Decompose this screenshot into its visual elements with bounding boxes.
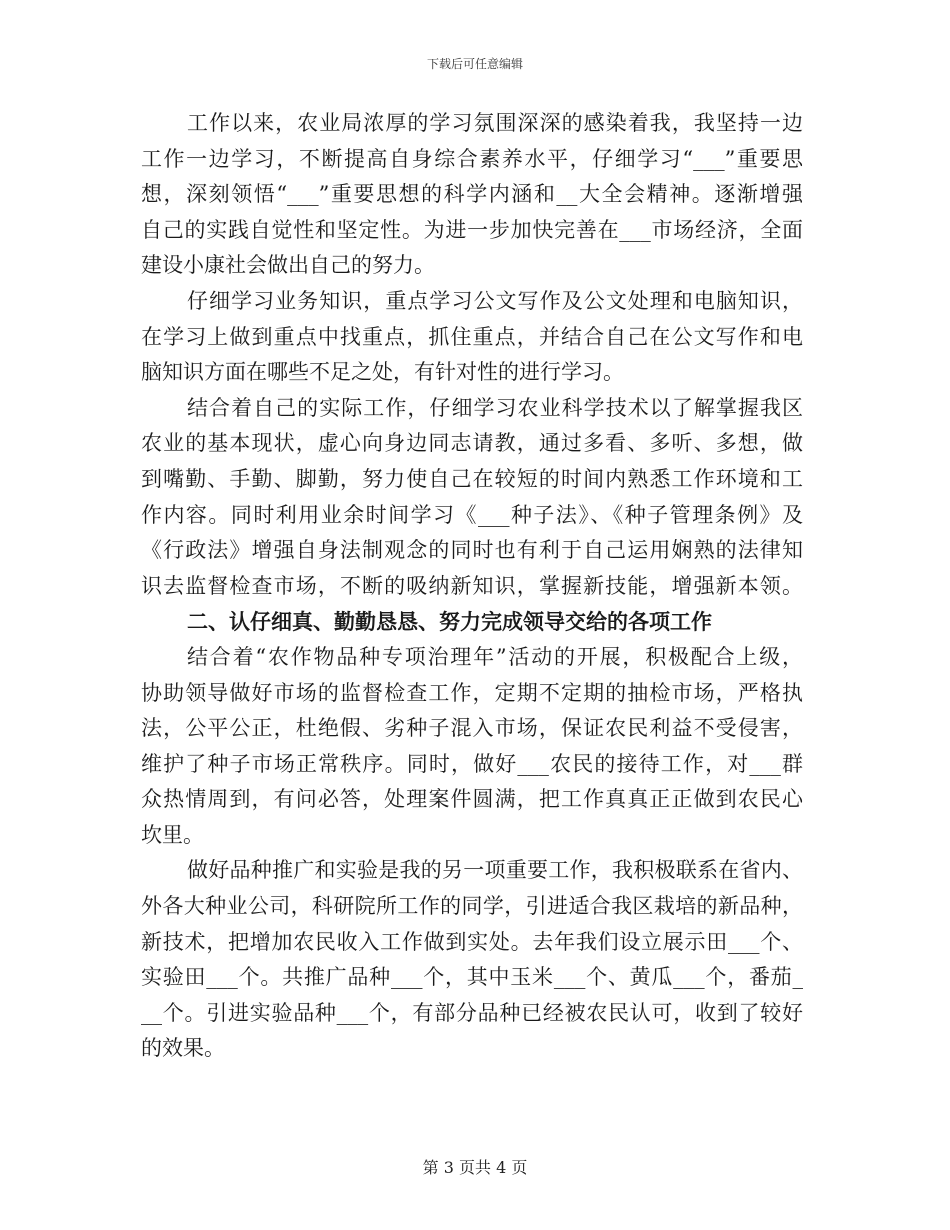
text-line: 农业的基本现状，虚心向身边同志请教，通过多看、多听、多想，做 bbox=[141, 431, 803, 456]
text-line: 脑知识方面在哪些不足之处，有针对性的进行学习。 bbox=[141, 360, 624, 385]
text-line: 在学习上做到重点中找重点，抓住重点，并结合自己在公文写作和电 bbox=[141, 324, 803, 349]
text-line: 作内容。同时利用业余时间学习《___种子法》、《种子管理条例》及 bbox=[141, 502, 803, 527]
text-line: 做好品种推广和实验是我的另一项重要工作，我积极联系在省内、 bbox=[187, 858, 803, 883]
page-footer: 第 3 页共 4 页 bbox=[422, 1158, 528, 1177]
text-line: 工作以来，农业局浓厚的学习氛围深深的感染着我，我坚持一边 bbox=[187, 111, 803, 135]
text-line: 建设小康社会做出自己的努力。 bbox=[141, 253, 435, 278]
text-line: 识去监督检查市场，不断的吸纳新知识，掌握新技能，增强新本领。 bbox=[141, 573, 803, 598]
text-line: 结合着自己的实际工作，仔细学习农业科学技术以了解掌握我区 bbox=[187, 395, 803, 420]
page-header: 下载后可任意编辑 bbox=[426, 57, 523, 71]
text-line: 结合着“农作物品种专项治理年”活动的开展，积极配合上级， bbox=[187, 644, 803, 669]
text-line: 想，深刻领悟“___”重要思想的科学内涵和__大全会精神。逐渐增强 bbox=[141, 182, 803, 207]
text-line: 工作一边学习，不断提高自身综合素养水平，仔细学习“___”重要思 bbox=[141, 146, 803, 171]
text-line: 坎里。 bbox=[141, 822, 204, 847]
text-line: 协助领导做好市场的监督检查工作，定期不定期的抽检市场，严格执 bbox=[141, 680, 803, 705]
text-line: 维护了种子市场正常秩序。同时，做好___农民的接待工作，对___群 bbox=[141, 751, 803, 776]
text-line: __个。引进实验品种___个，有部分品种已经被农民认可，收到了较好 bbox=[141, 1000, 803, 1025]
text-line: 新技术，把增加农民收入工作做到实处。去年我们设立展示田___个、 bbox=[141, 929, 803, 954]
text-line: 众热情周到，有问必答，处理案件圆满，把工作真真正正做到农民心 bbox=[141, 787, 803, 812]
text-line: 到嘴勤、手勤、脚勤，努力使自己在较短的时间内熟悉工作环境和工 bbox=[141, 466, 803, 491]
text-line: 仔细学习业务知识，重点学习公文写作及公文处理和电脑知识， bbox=[187, 288, 803, 313]
text-line: 的效果。 bbox=[141, 1036, 225, 1061]
document-body bbox=[141, 106, 803, 1067]
text-line: 自己的实践自觉性和坚定性。为进一步加快完善在___市场经济，全面 bbox=[141, 217, 803, 242]
text-line: 外各大种业公司，科研院所工作的同学，引进适合我区栽培的新品种， bbox=[141, 894, 803, 919]
text-line: 实验田___个。共推广品种___个，其中玉米___个、黄瓜___个，番茄_ bbox=[141, 965, 803, 990]
text-line: 法，公平公正，杜绝假、劣种子混入市场，保证农民利益不受侵害， bbox=[141, 716, 803, 741]
section-heading: 二、认仔细真、勤勤恳恳、努力完成领导交给的各项工作 bbox=[187, 609, 712, 635]
text-line: 《行政法》增强自身法制观念的同时也有利于自己运用娴熟的法律知 bbox=[141, 538, 803, 563]
